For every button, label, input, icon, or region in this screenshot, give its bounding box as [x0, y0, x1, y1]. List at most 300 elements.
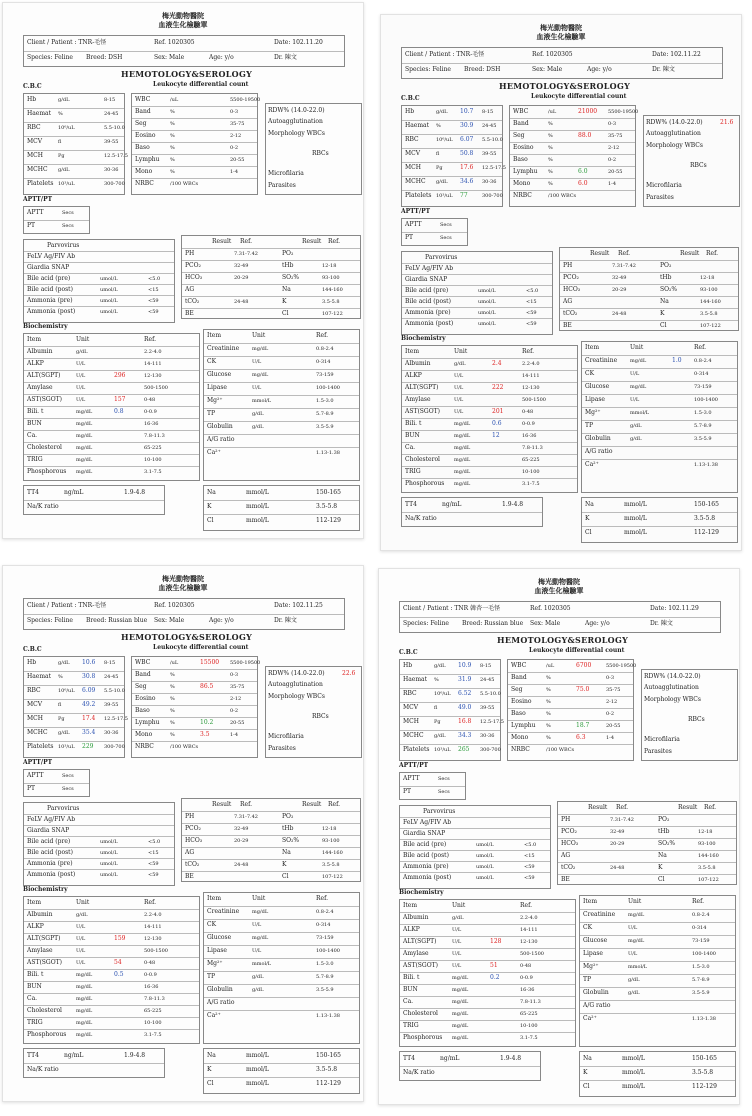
wbc-item: WBC [135, 96, 151, 103]
wbc-item: Mono [513, 180, 531, 187]
gas-ref-2: 107-122 [322, 874, 343, 880]
serology-item: Bile acid (post) [403, 852, 449, 859]
bio-item-header: Item [405, 348, 420, 355]
bio-item-2: TP [207, 410, 216, 417]
cbc-item: Platelets [405, 192, 432, 199]
bio-unit: mg/dL [76, 1008, 93, 1014]
bio-unit: U/L [76, 397, 86, 403]
morph-label: Morphology WBCs [644, 696, 701, 703]
table-row-line [24, 454, 199, 455]
gas-item-2: Na [658, 852, 667, 859]
table-row-line [24, 262, 174, 263]
rdw-label: RDW% (14.0-22.0) [646, 119, 703, 126]
hospital-name: 梅光動物醫院 [162, 574, 204, 583]
table-row-line [24, 418, 199, 419]
gas-result-header: Result [212, 801, 232, 808]
cbc-item: MCV [27, 701, 43, 708]
biochem-heading: Biochemistry [401, 335, 446, 342]
wbc-table [131, 656, 261, 758]
bio-result: 0.6 [492, 420, 502, 427]
bio-result: 54 [114, 959, 122, 966]
bio-result: 157 [114, 396, 126, 403]
bile-unit: umol/L [476, 864, 494, 870]
tt4-ref: 1.9-4.8 [502, 501, 524, 508]
table-row-line [204, 984, 359, 985]
gas-ref-2: 12-18 [322, 826, 337, 832]
wbc-ref: 0-2 [606, 711, 615, 717]
form-title: 血液生化檢驗單 [158, 583, 208, 592]
gas-result-header: Result [590, 250, 610, 257]
cbc-result: 17.4 [82, 715, 96, 722]
bio-item: Ca. [27, 432, 38, 439]
cbc-result: 10.9 [458, 662, 472, 669]
wbc-result: 86.5 [200, 683, 214, 690]
bio-ref-2: 73-159 [694, 384, 712, 390]
breed-label: Breed: Russian blue [462, 620, 524, 627]
serology-item: Ammonia (post) [27, 871, 76, 878]
cbc-ref: 12.5-17.5 [482, 165, 506, 171]
wbc-item: Lymphu [511, 722, 536, 729]
bio-ref: 12-130 [144, 936, 162, 942]
wbc-ref: 35-75 [230, 121, 245, 127]
wbc-item: Seg [513, 132, 525, 139]
cbc-ref: 39-55 [482, 151, 497, 157]
table-row-line [182, 811, 360, 812]
cbc-item: Platelets [403, 746, 430, 753]
morph-label: Morphology WBCs [268, 130, 325, 137]
cbc-item: RBC [405, 136, 419, 143]
bio-unit: U/L [76, 960, 86, 966]
cbc-item: MCHC [27, 729, 48, 736]
gas-item-2: Cl [660, 322, 667, 329]
cbc-unit: % [434, 677, 439, 683]
electrolyte-ref: 150-165 [694, 501, 719, 508]
bio-item-2: A/G ratio [207, 436, 235, 443]
bile-ref: <5.0 [148, 276, 161, 282]
tt4-unit: ng/mL [64, 1052, 84, 1059]
gas-ref-2: 93-100 [322, 275, 340, 281]
bio-ref-2: 0-314 [692, 925, 707, 931]
wbc-unit: % [170, 732, 175, 738]
wbc-ref: 35-75 [608, 133, 623, 139]
cbc-ref: 24-45 [480, 677, 495, 683]
wbc-result: 6700 [576, 662, 592, 669]
cbc-result: 6.52 [458, 690, 472, 697]
bio-unit: mg/dL [454, 469, 471, 475]
electrolyte-ref: 3.5-5.8 [692, 1069, 714, 1076]
bio-result: 51 [490, 962, 498, 969]
tt4-label: TT4 [27, 489, 39, 496]
cbc-item: Hb [403, 662, 413, 669]
bio-item: Bili. t [405, 420, 422, 427]
bio-result: 0.5 [114, 971, 124, 978]
wbc-result: 15500 [200, 659, 220, 666]
table-row-line [24, 933, 199, 934]
table-row-line [204, 500, 359, 501]
gas-item: tCO₂ [563, 310, 578, 317]
ref-label: Ref. 1020305 [530, 605, 571, 612]
bio-ref: 7.8-11.3 [522, 445, 543, 451]
bio-ref-header-2: Ref. [316, 895, 328, 902]
bio-unit: U/L [452, 939, 462, 945]
cbc-ref: 5.5-10.0 [480, 691, 501, 697]
electrolyte-ref: 112-129 [694, 529, 719, 536]
bio-unit: g/dL [76, 912, 88, 918]
table-row-line [402, 318, 552, 319]
table-row-line [132, 717, 257, 718]
cbc-unit: g/dL [58, 97, 70, 103]
species-label: Species: Feline [27, 617, 73, 624]
electrolyte-table [203, 1048, 360, 1094]
gas-item: tCO₂ [185, 298, 200, 305]
wbc-unit: % [170, 684, 175, 690]
tt4-unit: ng/mL [442, 501, 462, 508]
table-row-line [24, 150, 124, 151]
table-row-line [204, 514, 359, 515]
report-sheet-2 [380, 14, 742, 551]
bio-ref-header-2: Ref. [692, 898, 704, 905]
gas-item: AG [561, 852, 571, 859]
aptt-heading: APTT/PT [401, 208, 431, 215]
wbc-unit: % [548, 169, 553, 175]
hospital-name: 梅光動物醫院 [540, 23, 582, 32]
bio-unit: mg/dL [452, 987, 469, 993]
bio-item-2: CK [207, 921, 217, 928]
gas-ref-2: 144-160 [322, 850, 343, 856]
gas-item-2: PO₂ [660, 262, 672, 269]
wbc-ref: 2-12 [230, 133, 242, 139]
table-row-line [24, 869, 174, 870]
bio-ref: 10-100 [144, 1020, 162, 1026]
report-sheet-3 [2, 565, 364, 1102]
bio-ref: 65-225 [144, 445, 162, 451]
wbc-item: NRBC [135, 743, 154, 750]
parasites-label: Parasites [646, 194, 674, 201]
tt4-table [399, 1051, 541, 1081]
table-row-line [582, 433, 737, 434]
pt-label: PT [403, 788, 412, 795]
wbc-item: Eosino [513, 144, 534, 151]
serology-item: Ammonia (pre) [27, 860, 73, 867]
wbc-unit: % [170, 133, 175, 139]
bio-unit-2: mg/dL [630, 358, 647, 364]
table-row-line [24, 783, 89, 784]
cbc-item: Haemat [405, 122, 430, 129]
wbc-ref: 5500-19500 [606, 663, 637, 669]
gas-item-2: Cl [282, 873, 289, 880]
cbc-unit: g/dL [436, 109, 448, 115]
table-row-line [24, 251, 174, 252]
electrolyte-item: Na [207, 1052, 216, 1059]
breed-label: Breed: DSH [464, 66, 501, 73]
bio-ref-header: Ref. [520, 902, 532, 909]
bio-ref-2: 100-1400 [694, 397, 718, 403]
wbc-item: Lymphu [513, 168, 538, 175]
bio-item-2: Globulin [583, 989, 609, 996]
cbc-heading: C.B.C [23, 83, 42, 90]
species-label: Species: Feline [405, 66, 451, 73]
wbc-ref: 5500-19500 [608, 109, 639, 115]
wbc-unit: % [546, 687, 551, 693]
cbc-heading: C.B.C [23, 646, 42, 653]
patient-info-box [23, 598, 345, 630]
aptt-table [23, 769, 90, 797]
bio-ref-header: Ref. [144, 899, 156, 906]
bio-ref-2: 0-314 [316, 359, 331, 365]
sex-label: Sex: Male [532, 66, 563, 73]
cbc-item: MCH [405, 164, 421, 171]
cbc-result: 229 [82, 743, 94, 750]
wbc-ref: 20-55 [608, 169, 623, 175]
bio-item: ALT(SGPT) [27, 372, 61, 379]
bile-ref: <59 [524, 875, 535, 881]
wbc-unit: /uL [548, 109, 557, 115]
table-row-line [182, 248, 360, 249]
aptt-heading: APTT/PT [399, 762, 429, 769]
wbc-unit: /uL [170, 97, 179, 103]
bio-item-2: CK [585, 370, 595, 377]
biochem-right-table [581, 341, 738, 493]
cbc-item: RBC [27, 124, 41, 131]
breed-label: Breed: DSH [86, 54, 123, 61]
aptt-label: APTT [27, 209, 44, 216]
cbc-item: Haemat [27, 673, 52, 680]
cbc-result: 34.3 [458, 732, 472, 739]
bio-unit: U/L [76, 936, 86, 942]
electrolyte-unit: mmol/L [246, 1066, 269, 1073]
bio-unit: mg/dL [76, 984, 93, 990]
cbc-ref: 24-45 [104, 111, 119, 117]
electrolyte-unit: mmol/L [246, 503, 269, 510]
gas-item-2: K [282, 861, 287, 868]
bio-unit: mg/dL [76, 1020, 93, 1026]
bio-item: Phosphorous [405, 480, 445, 487]
table-row-line [182, 296, 360, 297]
bio-unit-2: mg/dL [252, 909, 269, 915]
bio-unit-2: mmol/L [252, 398, 272, 404]
bio-unit: U/L [454, 409, 464, 415]
bio-unit: g/dL [76, 349, 88, 355]
bio-unit-header: Unit [76, 899, 90, 906]
table-row-line [400, 872, 550, 873]
wbc-table [507, 659, 637, 761]
bio-item-header-2: Item [585, 344, 600, 351]
cbc-unit: fl [58, 139, 62, 145]
bio-ref-2: 73-159 [692, 938, 710, 944]
wbc-item: Eosino [135, 132, 156, 139]
cbc-ref: 39-55 [104, 702, 119, 708]
leukocyte-subtitle: Leukocyte differential count [529, 647, 625, 654]
table-row-line [580, 935, 735, 936]
wbc-result: 21000 [578, 108, 598, 115]
wbc-result: 88.0 [578, 132, 592, 139]
leukocyte-subtitle: Leukocyte differential count [531, 93, 627, 100]
cbc-table [401, 105, 506, 207]
table-row-line [204, 971, 359, 972]
bio-unit: U/L [76, 924, 86, 930]
breed-label: Breed: Russian blue [86, 617, 148, 624]
form-title: 血液生化檢驗單 [158, 20, 208, 29]
tt4-table [23, 485, 165, 515]
electrolyte-table [203, 485, 360, 531]
gas-ref: 20-29 [234, 838, 249, 844]
gas-item: PH [561, 816, 571, 823]
form-title: 血液生化檢驗單 [536, 32, 586, 41]
cbc-result: 49.0 [458, 704, 472, 711]
bio-ref-2: 3.5-5.9 [316, 424, 334, 430]
table-row-line [24, 957, 199, 958]
table-row-line [402, 263, 552, 264]
bile-unit: umol/L [476, 875, 494, 881]
bio-item: Ca. [403, 998, 414, 1005]
serology-item: Ammonia (pre) [405, 309, 451, 316]
table-row-line [24, 614, 344, 615]
bio-item: ALT(SGPT) [405, 384, 439, 391]
table-row-line [402, 63, 722, 64]
table-row-line [558, 850, 736, 851]
electrolyte-item: K [207, 1066, 212, 1073]
bio-ref: 2.2-4.0 [144, 912, 162, 918]
cbc-ref: 300-700 [480, 747, 501, 753]
bio-ref: 12-130 [520, 939, 538, 945]
serology-item: Parvovirus [47, 805, 80, 812]
gas-ref: 24-48 [234, 299, 249, 305]
electrolyte-item: K [585, 515, 590, 522]
table-row-line [24, 836, 174, 837]
cbc-ref: 12.5-17.5 [480, 719, 504, 725]
gas-ref-header-2: Ref. [328, 238, 340, 245]
cbc-ref: 12.5-17.5 [104, 153, 128, 159]
cbc-unit: 10³/uL [58, 744, 75, 750]
table-row-line [582, 446, 737, 447]
gas-item-2: SO₂% [658, 840, 676, 847]
blood-gas-table [559, 247, 739, 331]
wbc-result: 3.5 [200, 731, 210, 738]
table-row-line [24, 685, 124, 686]
gas-result-header-2: Result [678, 804, 698, 811]
bio-item-2: Lipase [207, 947, 227, 954]
wbc-ref: 20-55 [230, 157, 245, 163]
tt4-table [401, 497, 543, 527]
cbc-item: Hb [27, 659, 37, 666]
table-row-line [580, 922, 735, 923]
bio-item: TRIG [27, 1019, 43, 1026]
cbc-unit: g/dL [58, 730, 70, 736]
bio-item-header: Item [27, 336, 42, 343]
bio-ref: 7.8-11.3 [520, 999, 541, 1005]
bio-item: Phosphorous [403, 1034, 443, 1041]
gas-ref: 7.31-7.42 [612, 263, 636, 269]
bio-item-2: Glucose [585, 383, 610, 390]
table-row-line [24, 741, 124, 742]
table-row-line [132, 106, 257, 107]
wbc-item: Band [513, 120, 529, 127]
table-row-line [582, 355, 737, 356]
bio-item: Albumin [403, 914, 429, 921]
bio-result: 0.8 [114, 408, 124, 415]
wbc-item: NRBC [135, 180, 154, 187]
table-row-line [580, 987, 735, 988]
bio-ref: 10-100 [144, 457, 162, 463]
electrolyte-unit: mmol/L [622, 1055, 645, 1062]
bio-unit: mg/dL [454, 445, 471, 451]
bio-item-2: Lipase [207, 384, 227, 391]
serology-item: Parvovirus [423, 808, 456, 815]
bio-unit: mg/dL [76, 996, 93, 1002]
bio-ref-2: 3.5-5.9 [316, 987, 334, 993]
bio-ref-2: 5.7-8.9 [316, 411, 334, 417]
table-row-line [402, 190, 502, 191]
cbc-unit: g/dL [434, 733, 446, 739]
wbc-unit: % [546, 675, 551, 681]
aptt-table [399, 772, 466, 800]
table-row-line [182, 847, 360, 848]
microfilaria-label: Microfilaria [268, 733, 304, 740]
wbc-ref: 1-4 [606, 735, 615, 741]
wbc-item: Band [135, 108, 151, 115]
electrolyte-unit: mmol/L [622, 1083, 645, 1090]
cbc-ref: 30-36 [104, 730, 119, 736]
bio-item-2: A/G ratio [207, 999, 235, 1006]
bio-ref: 0-0.9 [144, 972, 157, 978]
cbc-item: MCH [27, 152, 43, 159]
bio-ref-2: 0.8-2.4 [694, 358, 712, 364]
bio-unit: U/L [454, 397, 464, 403]
wbc-ref: 0-3 [608, 121, 617, 127]
electrolyte-ref: 3.5-5.8 [316, 503, 338, 510]
wbc-unit: % [546, 711, 551, 717]
electrolyte-table [579, 1051, 736, 1097]
age-label: Age: y/o [209, 54, 234, 61]
morph-label: Morphology WBCs [646, 142, 703, 149]
bio-item-2: Globulin [207, 423, 233, 430]
gas-ref: 20-29 [234, 275, 249, 281]
bio-unit: U/L [454, 385, 464, 391]
bio-ref: 500-1500 [144, 385, 168, 391]
wbc-ref: 35-75 [606, 687, 621, 693]
wbc-unit: % [548, 133, 553, 139]
gas-ref-header-2: Ref. [706, 250, 718, 257]
rbcs-label: RBCs [688, 716, 705, 723]
wbc-item: Lymphu [135, 156, 160, 163]
cbc-unit: 10⁶/uL [58, 688, 75, 694]
wbc-item: NRBC [511, 746, 530, 753]
bile-unit: umol/L [100, 287, 118, 293]
bile-ref: <5.0 [526, 288, 539, 294]
gas-item-2: Na [282, 286, 291, 293]
serology-item: Parvovirus [425, 254, 458, 261]
gas-item: PH [185, 813, 195, 820]
bio-item-header-2: Item [583, 898, 598, 905]
wbc-unit: % [548, 181, 553, 187]
table-row-line [24, 108, 124, 109]
dr-label: Dr. 陳文 [650, 620, 673, 627]
tt4-unit: ng/mL [64, 489, 84, 496]
table-row-line [182, 859, 360, 860]
wbc-item: WBC [513, 108, 529, 115]
table-row-line [560, 260, 738, 261]
cbc-ref: 30-36 [482, 179, 497, 185]
cbc-unit: % [58, 111, 63, 117]
electrolyte-ref: 150-165 [316, 489, 341, 496]
table-row-line [182, 272, 360, 273]
cbc-result: 17.6 [460, 164, 474, 171]
table-row-line [402, 232, 467, 233]
sex-label: Sex: Male [154, 617, 185, 624]
bile-ref: <59 [148, 861, 159, 867]
bio-ref: 0-0.9 [144, 409, 157, 415]
bio-unit-2: U/L [252, 385, 262, 391]
